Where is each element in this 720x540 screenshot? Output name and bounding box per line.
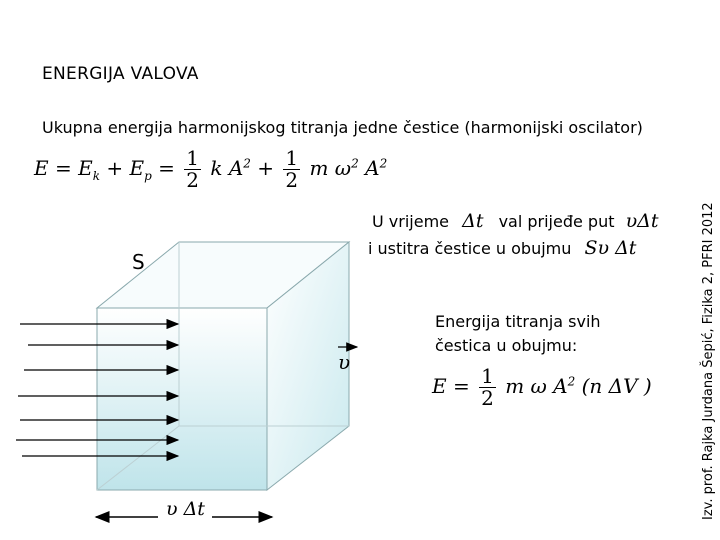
volume-text: i ustitra čestice u obujmu Sυ Δt: [368, 237, 637, 259]
energy-caption-line2: čestica u obujmu:: [435, 336, 578, 355]
intro-text: Ukupna energija harmonijskog titranja jedne čestice (harmonijski oscilator): [42, 118, 643, 137]
length-label: υ Δt: [166, 498, 205, 520]
cube-front-face: [97, 308, 267, 490]
time-interval-text: U vrijeme Δt val prijeđe put υΔt: [372, 210, 659, 232]
energy-formula-total: $E = E_k + E_p$ = $\frac{1}{2}$ k $A^2$ + $\frac{1}{2}$ m $\omega^2$ $A^2$: [34, 146, 388, 192]
velocity-label: υ: [338, 350, 351, 374]
energy-caption-line1: Energija titranja svih: [435, 312, 601, 331]
energy-formula-volume: E = $\frac{1}{2}$ m ω $A^2$ (n ΔV ): [432, 364, 652, 410]
area-label: S: [132, 250, 145, 274]
author-side-note: Izv. prof. Rajka Jurdana Šepić, Fizika 2, PFRI 2012: [701, 202, 716, 520]
page-title: ENERGIJA VALOVA: [42, 64, 199, 84]
